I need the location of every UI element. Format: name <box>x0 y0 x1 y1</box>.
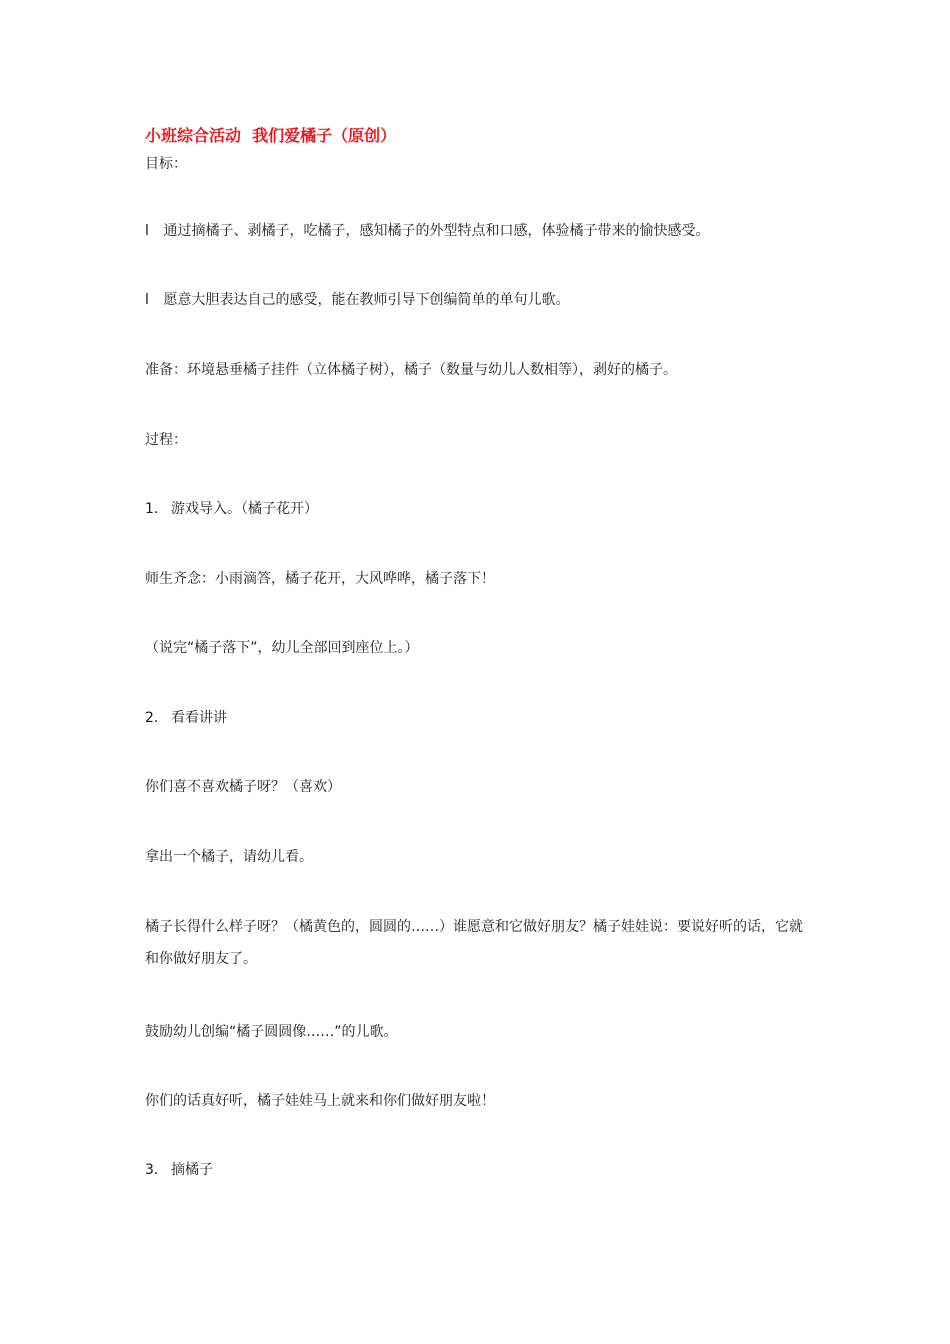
paragraph: 你们的话真好听，橘子娃娃马上就来和你们做好朋友啦！ <box>145 1093 495 1109</box>
step-number: 1． <box>145 501 168 517</box>
goal-item <box>145 221 709 241</box>
goal-label: 目标： <box>145 156 187 172</box>
step-title: 摘橘子 <box>171 1162 213 1178</box>
goal-item <box>145 290 569 310</box>
goal-text: 通过摘橘子、剥橘子，吃橘子，感知橘子的外型特点和口感，体验橘子带来的愉快感受。 <box>163 223 710 239</box>
step-number: 3． <box>145 1162 168 1178</box>
step-number: 2． <box>145 710 168 726</box>
process-label: 过程： <box>145 432 187 448</box>
goal-text: 愿意大胆表达自己的感受，能在教师引导下创编简单的单句儿歌。 <box>163 292 570 308</box>
bullet-marker: l <box>145 223 149 239</box>
step-title: 看看讲讲 <box>171 710 227 726</box>
paragraph: 拿出一个橘子，请幼儿看。 <box>145 849 313 865</box>
paragraph: 橘子长得什么样子呀？（橘黄色的，圆圆的……）谁愿意和它做好朋友？橘子娃娃说：要说好听的话，它就和你做好朋友了。 <box>145 919 803 967</box>
paragraph: （说完“橘子落下”，幼儿全部回到座位上。） <box>145 640 419 656</box>
document-title: 小班综合活动 我们爱橘子（原创） <box>145 126 397 145</box>
bullet-marker: l <box>145 292 149 308</box>
step-heading <box>145 708 227 728</box>
step-title: 游戏导入。（橘子花开） <box>171 501 318 517</box>
step-heading <box>145 1160 213 1180</box>
paragraph: 师生齐念：小雨滴答，橘子花开，大风哗哗，橘子落下！ <box>145 571 495 587</box>
preparation-paragraph: 准备：环境悬垂橘子挂件（立体橘子树），橘子（数量与幼儿人数相等），剥好的橘子。 <box>145 362 677 378</box>
paragraph: 鼓励幼儿创编“橘子圆圆像……”的儿歌。 <box>145 1024 398 1040</box>
paragraph: 你们喜不喜欢橘子呀？（喜欢） <box>145 779 341 795</box>
step-heading <box>145 499 318 519</box>
